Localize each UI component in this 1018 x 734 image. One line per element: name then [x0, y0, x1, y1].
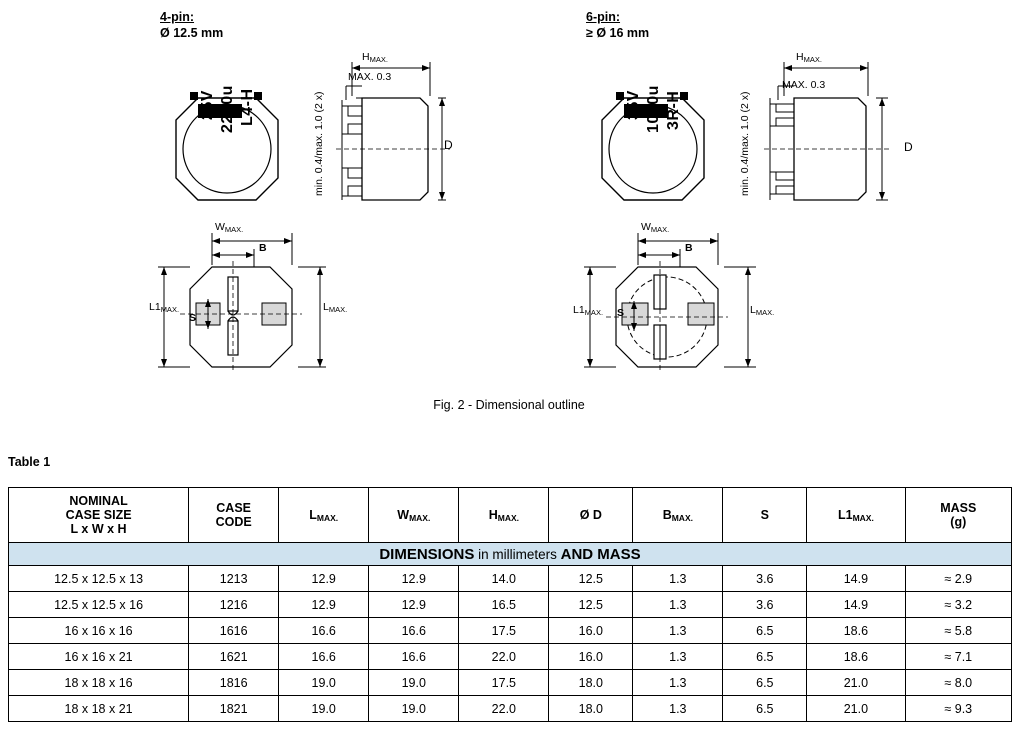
cell-l1-max: 14.9 — [807, 566, 905, 592]
figure-right-lmax-label: LMAX. — [750, 304, 775, 317]
table-row — [9, 566, 1012, 592]
table-row — [9, 670, 1012, 696]
cell-s: 6.5 — [723, 644, 807, 670]
cell-nominal-case-size: 16 x 16 x 16 — [9, 618, 189, 644]
cell-nominal-case-size: 16 x 16 x 21 — [9, 644, 189, 670]
cell-b-max: 1.3 — [633, 644, 723, 670]
figure-right-marking-line2: 1000u — [645, 85, 662, 133]
figure-right-l1max-label: L1MAX. — [573, 304, 604, 317]
figure-left-wmax-label: WMAX. — [215, 221, 244, 234]
cell-l-max: 16.6 — [279, 644, 369, 670]
figure-left-top-drawing — [150, 40, 470, 210]
header-l1-max: L1MAX. — [807, 488, 905, 543]
header-nominal-case-size: NOMINAL CASE SIZE L x W x H — [9, 488, 189, 543]
cell-w-max: 19.0 — [369, 670, 459, 696]
figure-left-b-label: B — [259, 242, 267, 254]
cell-diameter-d: 12.5 — [549, 592, 633, 618]
figure-left-hmax-label: HMAX. — [362, 51, 388, 64]
cell-mass: ≈ 5.8 — [905, 618, 1011, 644]
banner-bold-2: AND MASS — [560, 545, 641, 563]
figure-right-minmax-label: min. 0.4/max. 1.0 (2 x) — [739, 91, 751, 196]
cell-h-max: 16.5 — [459, 592, 549, 618]
cell-h-max: 14.0 — [459, 566, 549, 592]
figure-left-bottom-drawing — [150, 225, 470, 385]
banner-bold-1: DIMENSIONS — [379, 545, 475, 563]
figure-left-title-text: 4-pin: — [160, 10, 195, 24]
header-case-code: CASE CODE — [189, 488, 279, 543]
cell-case-code: 1616 — [189, 618, 279, 644]
dimensions-table — [8, 487, 1012, 722]
header-diameter-d: Ø D — [549, 488, 633, 543]
figure-right-d-label: D — [904, 140, 913, 154]
figure-caption: Fig. 2 - Dimensional outline — [433, 398, 585, 412]
figure-right-s-label: S — [617, 307, 625, 319]
cell-diameter-d: 18.0 — [549, 696, 633, 722]
cell-b-max: 1.3 — [633, 592, 723, 618]
figure-right-marking-line3: 3R-H — [665, 90, 682, 130]
cell-h-max: 17.5 — [459, 670, 549, 696]
cell-mass: ≈ 8.0 — [905, 670, 1011, 696]
cell-s: 3.6 — [723, 592, 807, 618]
header-h-max: HMAX. — [459, 488, 549, 543]
cell-l1-max: 18.6 — [807, 644, 905, 670]
figure-left-max03-label: MAX. 0.3 — [348, 71, 392, 83]
cell-diameter-d: 16.0 — [549, 618, 633, 644]
cell-w-max: 16.6 — [369, 644, 459, 670]
cell-case-code: 1621 — [189, 644, 279, 670]
cell-case-code: 1213 — [189, 566, 279, 592]
cell-w-max: 12.9 — [369, 592, 459, 618]
figure-right-title — [586, 10, 620, 25]
table-row — [9, 618, 1012, 644]
cell-l-max: 16.6 — [279, 618, 369, 644]
cell-nominal-case-size: 12.5 x 12.5 x 16 — [9, 592, 189, 618]
cell-l-max: 19.0 — [279, 670, 369, 696]
cell-nominal-case-size: 18 x 18 x 21 — [9, 696, 189, 722]
figure-left-subtitle: Ø 12.5 mm — [160, 26, 224, 40]
cell-l1-max: 21.0 — [807, 670, 905, 696]
figure-left-l1max-label: L1MAX. — [149, 301, 180, 314]
figure-left-lmax-label: LMAX. — [323, 301, 348, 314]
cell-case-code: 1821 — [189, 696, 279, 722]
figure-right-bottom-drawing — [576, 225, 896, 385]
cell-l-max: 12.9 — [279, 592, 369, 618]
cell-h-max: 22.0 — [459, 696, 549, 722]
cell-l-max: 19.0 — [279, 696, 369, 722]
header-w-max: WMAX. — [369, 488, 459, 543]
cell-b-max: 1.3 — [633, 566, 723, 592]
figure-right-wmax-label: WMAX. — [641, 221, 670, 234]
cell-w-max: 16.6 — [369, 618, 459, 644]
banner-normal: in millimeters — [474, 546, 561, 562]
header-l-max: LMAX. — [279, 488, 369, 543]
cell-b-max: 1.3 — [633, 618, 723, 644]
table-row — [9, 592, 1012, 618]
cell-l1-max: 18.6 — [807, 618, 905, 644]
header-mass: MASS (g) — [905, 488, 1011, 543]
cell-s: 6.5 — [723, 670, 807, 696]
cell-h-max: 22.0 — [459, 644, 549, 670]
dimensions-table-wrapper — [8, 487, 1012, 722]
table-banner-row — [9, 543, 1012, 566]
figure-left-d-label: D — [444, 138, 453, 152]
cell-s: 6.5 — [723, 696, 807, 722]
cell-b-max: 1.3 — [633, 670, 723, 696]
cell-b-max: 1.3 — [633, 696, 723, 722]
table-title: Table 1 — [8, 455, 51, 469]
figure-left-marking-line3: L4-H — [239, 88, 256, 126]
figure-right-title-text: 6-pin: — [586, 10, 621, 24]
cell-l1-max: 21.0 — [807, 696, 905, 722]
figure-right-subtitle: ≥ Ø 16 mm — [586, 26, 650, 40]
cell-case-code: 1816 — [189, 670, 279, 696]
cell-s: 6.5 — [723, 618, 807, 644]
cell-diameter-d: 12.5 — [549, 566, 633, 592]
figure-left-marking-line1: 25V — [199, 90, 216, 120]
cell-nominal-case-size: 18 x 18 x 16 — [9, 670, 189, 696]
cell-case-code: 1216 — [189, 592, 279, 618]
cell-mass: ≈ 7.1 — [905, 644, 1011, 670]
cell-l1-max: 14.9 — [807, 592, 905, 618]
cell-diameter-d: 18.0 — [549, 670, 633, 696]
figure-right-b-label: B — [685, 242, 693, 254]
figure-right-marking-line1: 35V — [625, 90, 642, 120]
cell-w-max: 12.9 — [369, 566, 459, 592]
figure-left-marking-line2: 2200u — [219, 85, 236, 133]
cell-mass: ≈ 3.2 — [905, 592, 1011, 618]
figure-right-max03-label: MAX. 0.3 — [782, 79, 826, 91]
table-header-row — [9, 488, 1012, 543]
table-row — [9, 696, 1012, 722]
cell-nominal-case-size: 12.5 x 12.5 x 13 — [9, 566, 189, 592]
figure-right-hmax-label: HMAX. — [796, 51, 822, 64]
cell-h-max: 17.5 — [459, 618, 549, 644]
cell-s: 3.6 — [723, 566, 807, 592]
figure-left-minmax-label: min. 0.4/max. 1.0 (2 x) — [313, 91, 325, 196]
cell-mass: ≈ 2.9 — [905, 566, 1011, 592]
cell-w-max: 19.0 — [369, 696, 459, 722]
figure-left-title — [160, 10, 194, 25]
header-s: S — [723, 488, 807, 543]
figure-left-s-label: S — [189, 312, 197, 324]
header-b-max: BMAX. — [633, 488, 723, 543]
table-row — [9, 644, 1012, 670]
cell-diameter-d: 16.0 — [549, 644, 633, 670]
cell-mass: ≈ 9.3 — [905, 696, 1011, 722]
cell-l-max: 12.9 — [279, 566, 369, 592]
table-banner-cell — [9, 543, 1012, 566]
